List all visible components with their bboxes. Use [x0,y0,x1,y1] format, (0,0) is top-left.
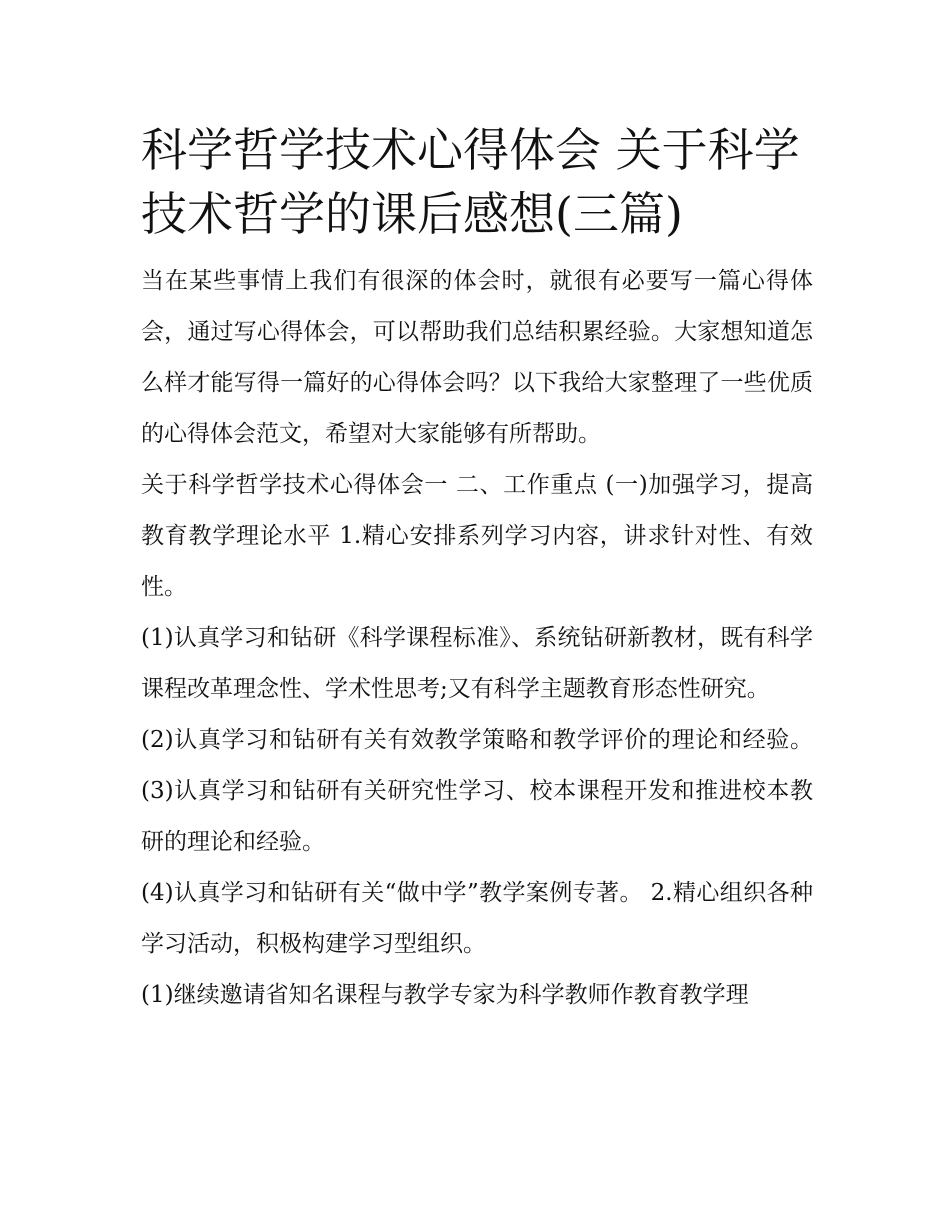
body-paragraph: (1)继续邀请省知名课程与教学专家为科学教师作教育教学理 [141,982,749,1008]
document-body [141,118,813,1021]
document-title: 科学哲学技术心得体会 关于科学技术哲学的课后感想(三篇) [141,123,800,241]
body-paragraph: 关于科学哲学技术心得体会一 二、工作重点 (一)加强学习，提高教育教学理论水平 1.精心安排系列学习内容，讲求针对性、有效性。 [141,472,813,600]
intro-paragraph: 当在某些事情上我们有很深的体会时，就很有必要写一篇心得体会，通过写心得体会，可以帮助我们总结积累经验。大家想知道怎么样才能写得一篇好的心得体会吗？以下我给大家整理了一些优质的心得体会范文，希望对大家能够有所帮助。 [141,268,813,447]
body-paragraph: (2)认真学习和钻研有关有效教学策略和教学评价的理论和经验。 (3)认真学习和钻研有关研究性学习、校本课程开发和推进校本教研的理论和经验。 [141,727,813,855]
body-paragraph: (4)认真学习和钻研有关“做中学”教学案例专著。 2.精心组织各种学习活动，积极构建学习型组织。 [141,880,813,957]
body-paragraph: (1)认真学习和钻研《科学课程标准》、系统钻研新教材，既有科学课程改革理念性、学术性思考;又有科学主题教育形态性研究。 [141,625,813,702]
